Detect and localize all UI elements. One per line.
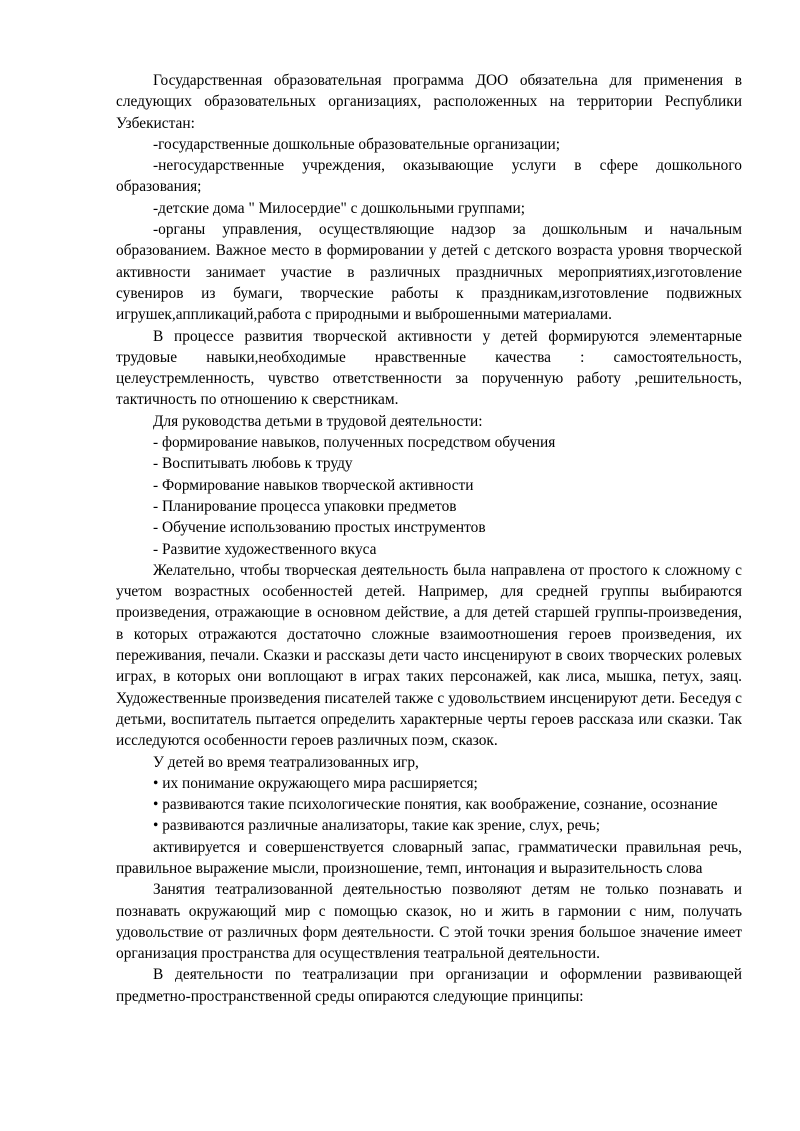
list-item-packing-planning: - Планирование процесса упаковки предметов — [153, 497, 457, 515]
list-item-simple-tools: - Обучение использованию простых инструментов — [153, 519, 486, 537]
list-item-orphanages: -детские дома " Милосердие" с дошкольными группами; — [153, 199, 526, 217]
paragraph-vocabulary: активируется и совершенствуется словарный запас, грамматически правильная речь, правильное выражение мысли, произношение, темп, интонация и выразительность слова — [116, 838, 742, 877]
list-item-creative-skills: - Формирование навыков творческой активности — [153, 476, 474, 494]
document-page — [116, 70, 742, 1007]
list-item-love-of-work: - Воспитывать любовь к труду — [153, 455, 353, 473]
list-item-skills-formation: - формирование навыков, полученных посредством обучения — [153, 434, 556, 452]
list-item-governing-bodies: -органы управления, осуществляющие надзор за дошкольным и начальным образованием. Важное место в формировании у детей с детского возраста уровня творческой активности занимает участие в различных праздничных мероприятиях,изготовление сувениров из бумаги, творческие работы к праздникам,изготовление подвижных игрушек,аппликаций,работа с природными и выброшенными материалами. — [116, 221, 742, 324]
bullet-analyzers: • развиваются различные анализаторы, такие как зрение, слух, речь; — [153, 817, 601, 835]
paragraph-intro: Государственная образовательная программа ДОО обязательна для применения в следующих образовательных организациях, расположенных на территории Республики Узбекистан: — [116, 72, 742, 132]
list-item-state-preschool: -государственные дошкольные образовательные организации; — [153, 135, 561, 153]
paragraph-creative-activity: В процессе развития творческой активности у детей формируются элементарные трудовые навыки,необходимые нравственные качества : самостоятельность, целеустремленность, чувство ответственности за порученную работу ,решительность, тактичность по отношению к сверстникам. — [116, 327, 742, 409]
list-item-artistic-taste: - Развитие художественного вкуса — [153, 540, 377, 558]
paragraph-theatrical-activity: Занятия театрализованной деятельностью позволяют детям не только познавать и познавать окружающий мир с помощью сказок, но и жить в гармонии с ним, получать удовольствие от различных форм деятельности. С этой точки зрения большое значение имеет организация пространства для осуществления театральной деятельности. — [116, 881, 742, 963]
paragraph-simple-to-complex: Желательно, чтобы творческая деятельность была направлена от простого к сложному с учетом возрастных особенностей детей. Например, для средней группы выбираются произведения, отражающие в основном действие, а для детей старшей группы-произведения, в которых отражаются достаточно сложные взаимоотношения героев произведения, их переживания, печали. Сказки и рассказы дети часто инсценируют в своих творческих ролевых играх, в которых они воплощают в играх таких персонажей, как лиса, мышка, петух, заяц. Художественные произведения писателей также с удовольствием инсценируют дети. Беседуя с детьми, воспитатель пытается определить характерные черты героев рассказа или сказки. Так исследуются особенности героев различных поэм, сказок. — [116, 561, 742, 750]
list-item-non-state: -негосударственные учреждения, оказывающие услуги в сфере дошкольного образования; — [116, 157, 742, 196]
paragraph-principles: В деятельности по театрализации при организации и оформлении развивающей предметно-пространственной среды опираются следующие принципы: — [116, 966, 742, 1005]
paragraph-theatrical-games: У детей во время театрализованных игр, — [153, 753, 419, 771]
bullet-world-understanding: • их понимание окружающего мира расширяется; — [153, 774, 478, 792]
paragraph-labor-guidance: Для руководства детьми в трудовой деятельности: — [153, 412, 483, 430]
bullet-psychological-concepts: • развиваются такие психологические понятия, как воображение, сознание, осознание — [153, 796, 718, 814]
